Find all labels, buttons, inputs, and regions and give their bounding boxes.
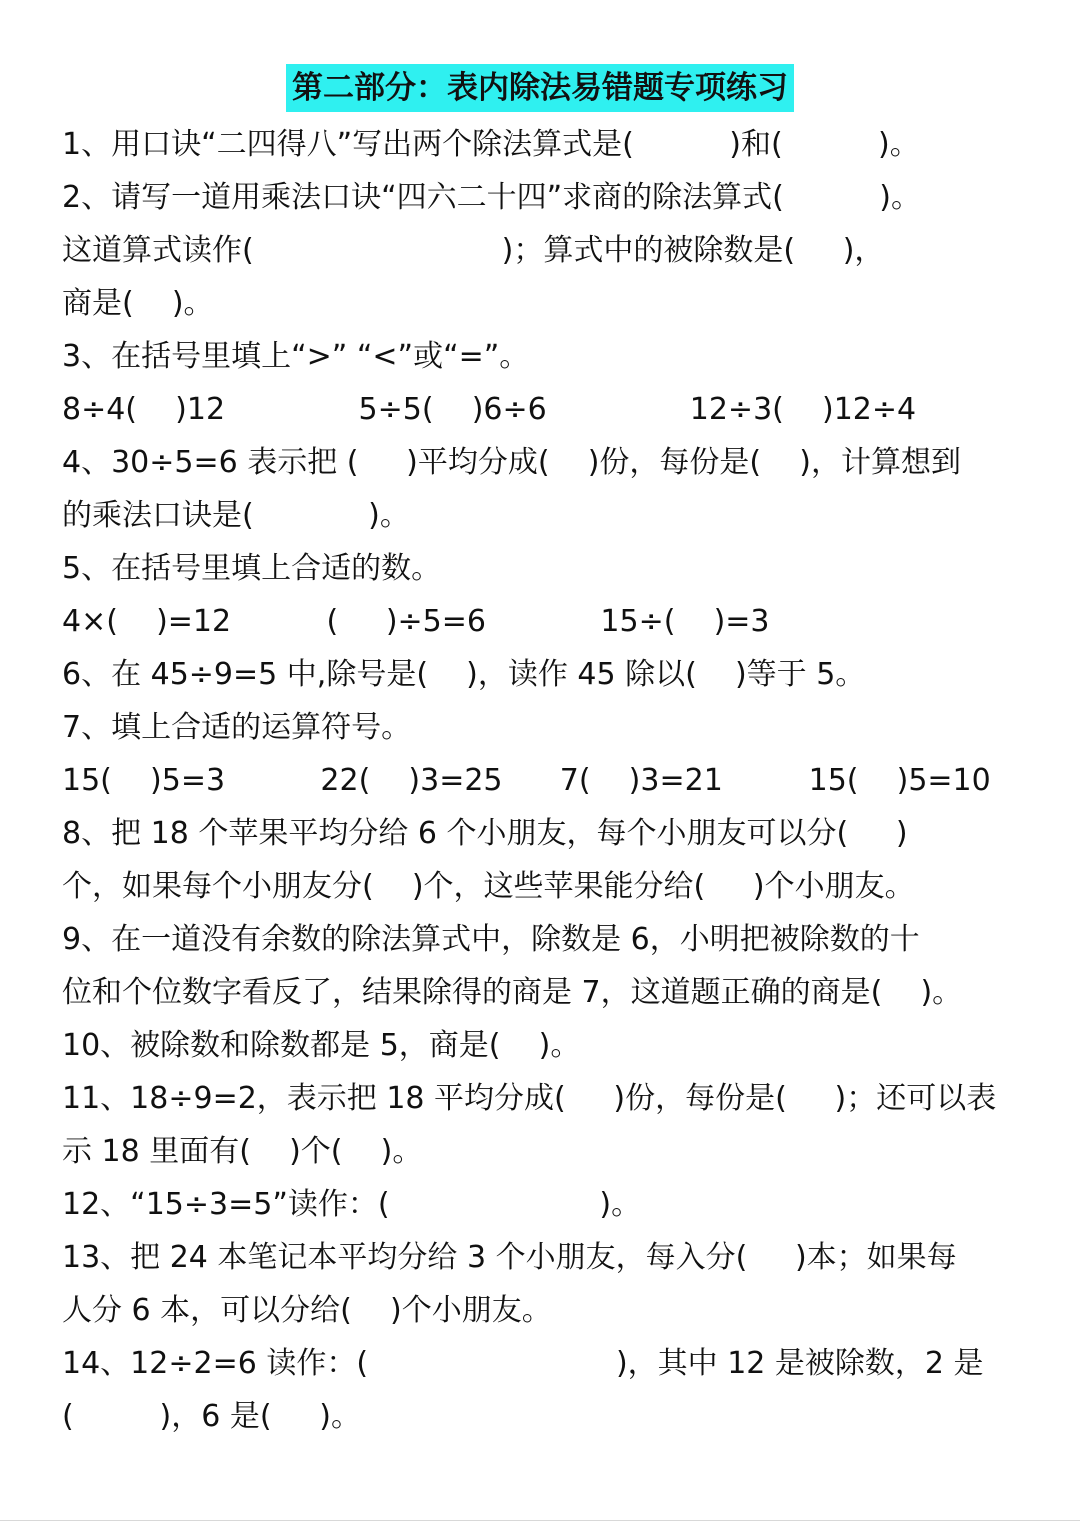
exercise-line-2c: 商是( )。 bbox=[62, 286, 214, 321]
exercise-line-9a: 9、在一道没有余数的除法算式中，除数是 6，小明把被除数的十 bbox=[62, 922, 920, 957]
exercise-line-8b: 个，如果每个小朋友分( )个，这些苹果能分给( )个小朋友。 bbox=[62, 869, 915, 904]
exercise-line-4b: 的乘法口诀是( )。 bbox=[62, 498, 410, 533]
exercise-list bbox=[62, 118, 1022, 1443]
exercise-line-8a: 8、把 18 个苹果平均分给 6 个小朋友，每个小朋友可以分( ) bbox=[62, 816, 908, 851]
exercise-line-13b: 人分 6 本，可以分给( )个小朋友。 bbox=[62, 1293, 552, 1328]
exercise-line-2a: 2、请写一道用乘法口诀“四六二十四”求商的除法算式( )。 bbox=[62, 180, 921, 215]
exercise-line-11b: 示 18 里面有( )个( )。 bbox=[62, 1134, 423, 1169]
exercise-line-5a: 5、在括号里填上合适的数。 bbox=[62, 551, 442, 586]
page-title: 第二部分：表内除法易错题专项练习 bbox=[286, 64, 794, 112]
exercise-line-1a: 1、用口诀“二四得八”写出两个除法算式是( )和( )。 bbox=[62, 127, 920, 162]
exercise-line-11a: 11、18÷9=2，表示把 18 平均分成( )份，每份是( )；还可以表 bbox=[62, 1081, 997, 1116]
exercise-line-14b: ( )，6 是( )。 bbox=[62, 1399, 361, 1434]
exercise-line-7b: 15( )5=3 22( )3=25 7( )3=21 15( )5=10 bbox=[62, 763, 991, 798]
exercise-line-3b: 8÷4( )12 5÷5( )6÷6 12÷3( )12÷4 bbox=[62, 392, 917, 427]
exercise-line-4a: 4、30÷5=6 表示把 ( )平均分成( )份，每份是( )，计算想到 bbox=[62, 445, 961, 480]
exercise-line-9b: 位和个位数字看反了，结果除得的商是 7，这道题正确的商是( )。 bbox=[62, 975, 963, 1010]
exercise-line-12a: 12、“15÷3=5”读作：( )。 bbox=[62, 1187, 642, 1222]
page-divider bbox=[0, 1520, 1080, 1521]
title-wrap bbox=[0, 64, 1080, 112]
exercise-line-5b: 4×( )=12 ( )÷5=6 15÷( )=3 bbox=[62, 604, 770, 639]
exercise-line-10a: 10、被除数和除数都是 5，商是( )。 bbox=[62, 1028, 581, 1063]
exercise-line-2b: 这道算式读作( )；算式中的被除数是( )， bbox=[62, 233, 885, 268]
exercise-line-3a: 3、在括号里填上“>” “<”或“=”。 bbox=[62, 339, 530, 374]
exercise-line-14a: 14、12÷2=6 读作：( )，其中 12 是被除数，2 是 bbox=[62, 1346, 984, 1381]
exercise-line-7a: 7、填上合适的运算符号。 bbox=[62, 710, 412, 745]
exercise-line-13a: 13、把 24 本笔记本平均分给 3 个小朋友，每入分( )本；如果每 bbox=[62, 1240, 957, 1275]
exercise-line-6a: 6、在 45÷9=5 中,除号是( )，读作 45 除以( )等于 5。 bbox=[62, 657, 866, 692]
